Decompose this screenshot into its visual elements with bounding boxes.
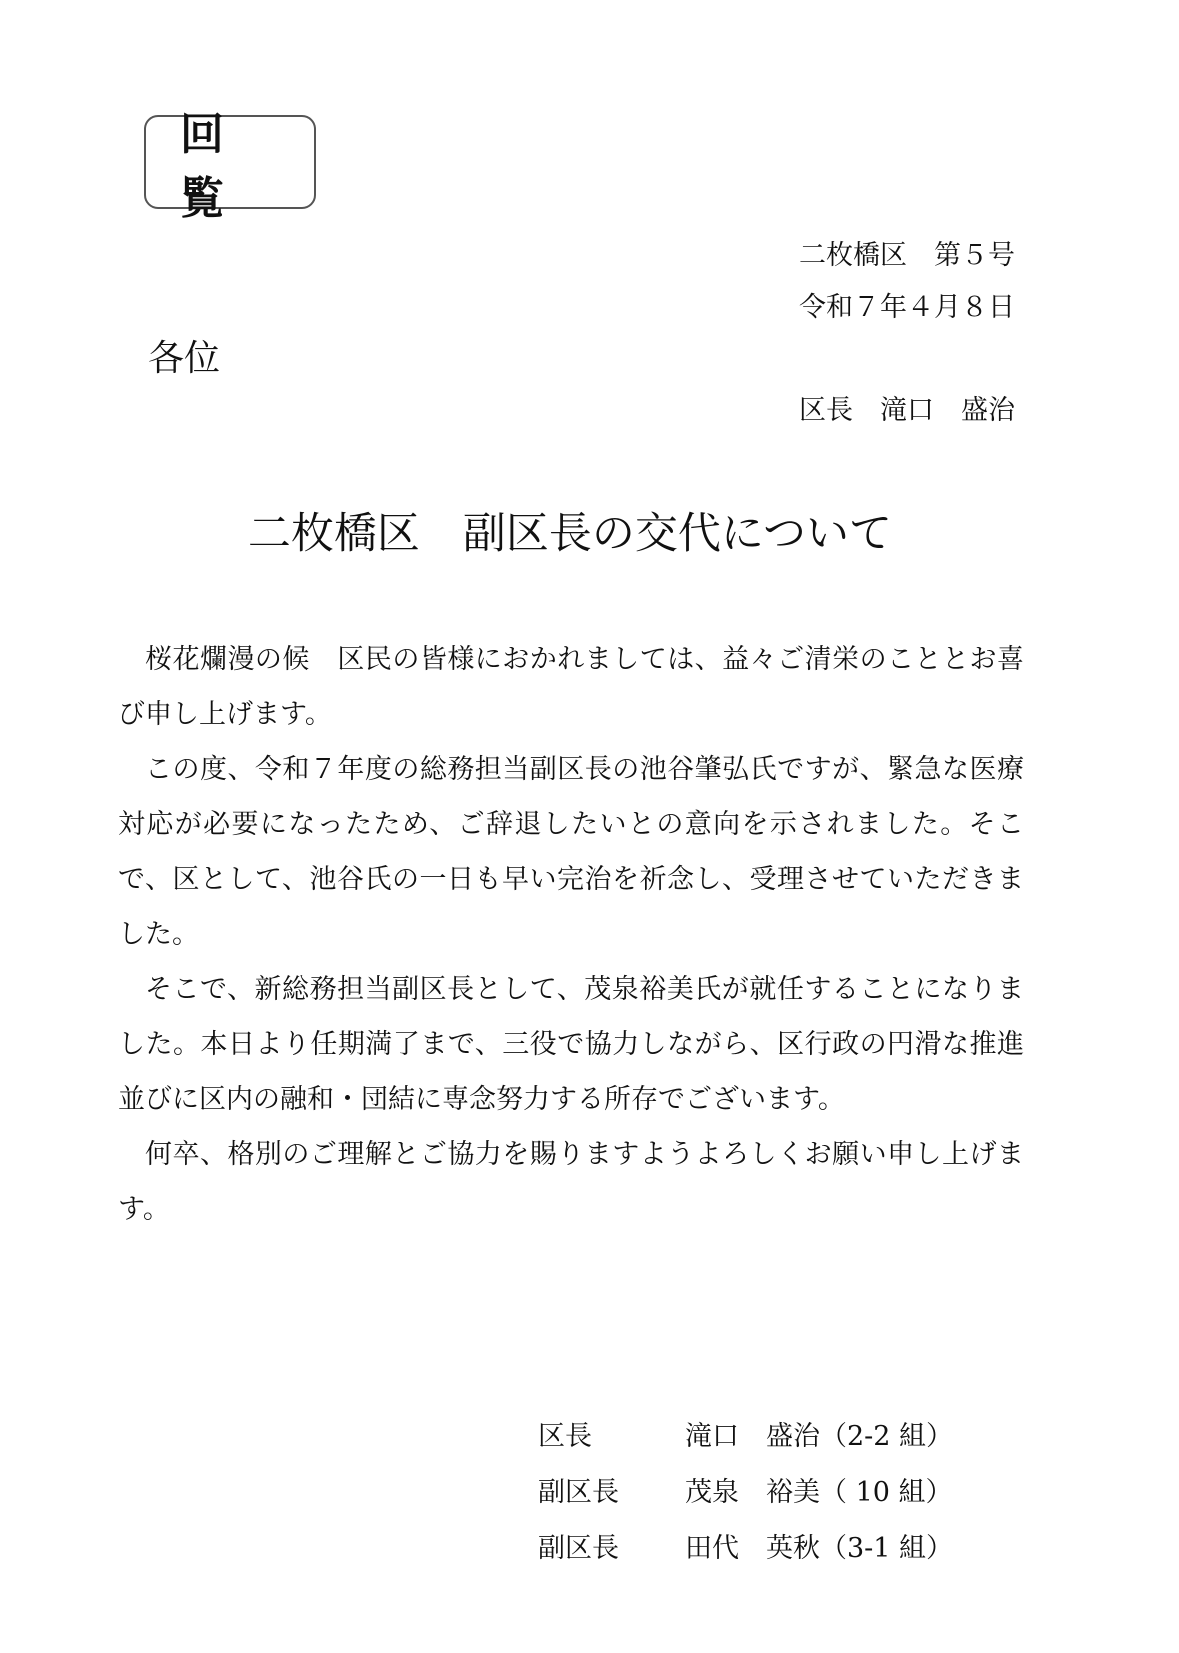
signatory-name: 田代 英秋（3-1 組） — [685, 1532, 954, 1564]
signatory-list — [538, 1405, 953, 1573]
addressee: 各位 — [148, 338, 221, 379]
body-paragraph: 何卒、格別のご理解とご協力を賜りますようよろしくお願い申し上げます。 — [118, 1139, 1024, 1225]
signatory-role: 区長 — [538, 1420, 592, 1452]
signatory-role: 副区長 — [538, 1476, 619, 1508]
signatory-row — [538, 1405, 953, 1461]
document-body — [118, 632, 1024, 1237]
document-title: 二枚橋区 副区長の交代について — [247, 509, 893, 559]
signatory-row — [538, 1461, 953, 1517]
document-date: 令和７年４月８日 — [799, 292, 1015, 323]
body-paragraph: そこで、新総務担当副区長として、茂泉裕美氏が就任することになりました。本日より任期満了まで、三役で協力しながら、区行政の円滑な推進並びに区内の融和・団結に専念努力する所存でございます。 — [118, 974, 1024, 1115]
signatory-name: 滝口 盛治（2-2 組） — [685, 1420, 954, 1452]
document-number: 二枚橋区 第５号 — [799, 240, 1015, 271]
issuer: 区長 滝口 盛治 — [799, 395, 1015, 426]
circulation-stamp: 回覧 — [144, 115, 316, 209]
body-paragraph: この度、令和７年度の総務担当副区長の池谷肇弘氏ですが、緊急な医療対応が必要になったため、ご辞退したいとの意向を示されました。そこで、区として、池谷氏の一日も早い完治を祈念し、受理させていただきました。 — [118, 754, 1024, 950]
signatory-role: 副区長 — [538, 1532, 619, 1564]
signatory-name: 茂泉 裕美（ 10 組） — [685, 1476, 953, 1508]
body-paragraph: 桜花爛漫の候 区民の皆様におかれましては、益々ご清栄のこととお喜び申し上げます。 — [118, 644, 1024, 730]
signatory-row — [538, 1517, 953, 1573]
